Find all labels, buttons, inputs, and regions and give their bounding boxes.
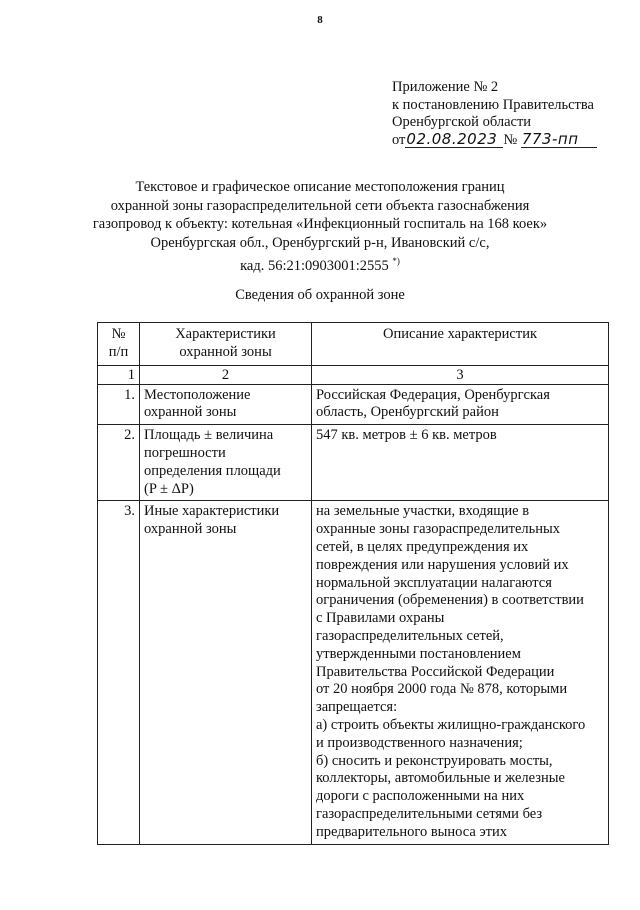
appendix-line-3: Оренбургской области [392, 114, 532, 130]
description-line: дороги с расположенными на них [316, 788, 525, 805]
description-line: б) сносить и реконструировать мосты, [316, 752, 553, 769]
description-line: и производственного назначения; [316, 734, 523, 751]
title-line-2: охранной зоны газораспределительной сети объекта газоснабжения [110, 197, 530, 214]
description-line: газораспределительными сетями без [316, 805, 543, 822]
description-line: повреждения или нарушения условий их [316, 556, 569, 573]
appendix-date-line [392, 129, 597, 150]
column-number-2: 2 [140, 365, 312, 384]
characteristic-line: (P ± ΔP) [144, 480, 194, 497]
row-characteristic [140, 425, 312, 501]
header-characteristics-line-1: Характеристики [175, 326, 276, 342]
description-line: на земельные участки, входящие в [316, 503, 530, 520]
row-description [312, 501, 609, 844]
row-number: 1. [98, 384, 140, 425]
header-characteristics-line-2: охранной зоны [179, 343, 272, 360]
table-row [98, 425, 609, 501]
row-description [312, 425, 609, 501]
row-characteristic [140, 501, 312, 844]
protection-zone-table [97, 322, 609, 845]
table-row [98, 501, 609, 844]
header-number-line-2: п/п [108, 343, 129, 360]
table-body [98, 365, 609, 844]
description-line: сетей, в целях предупреждения их [316, 538, 529, 555]
description-line: охранные зоны газораспределительных [316, 521, 561, 538]
section-subtitle: Сведения об охранной зоне [235, 287, 405, 303]
description-line: предварительного выноса этих [316, 823, 508, 840]
appendix-line-1: Приложение № 2 [392, 79, 499, 95]
header-characteristics [140, 323, 312, 366]
row-description [312, 384, 609, 425]
column-number-3: 3 [312, 365, 609, 384]
number-prefix: № [503, 131, 518, 148]
document-title [60, 178, 580, 275]
column-number-row [98, 365, 609, 384]
characteristic-line: Местоположение [144, 386, 251, 403]
description-line: нормальной эксплуатации налагаются [316, 574, 552, 591]
description-line: Правительства Российской Федерации [316, 663, 555, 680]
title-line-4: Оренбургская обл., Оренбургский р-н, Ивановский с/с, [150, 234, 490, 251]
column-number-1: 1 [98, 365, 140, 384]
description-line: а) строить объекты жилищно-гражданского [316, 716, 586, 733]
description-line: от 20 ноября 2000 года № 878, которыми [316, 681, 568, 698]
handwritten-date: 02.08.2023 [405, 132, 503, 148]
characteristic-line: охранной зоны [144, 521, 237, 538]
title-line-3: газопровод к объекту: котельная «Инфекционный госпиталь на 168 коек» [92, 216, 548, 232]
row-number: 2. [98, 425, 140, 501]
date-prefix: от [392, 131, 406, 148]
characteristic-line: Площадь ± величина [144, 427, 274, 444]
appendix-line-2: к постановлению Правительства [392, 96, 594, 113]
appendix-header [392, 79, 597, 149]
description-line: утвержденными постановлением [316, 645, 521, 662]
description-line: область, Оренбургский район [316, 404, 499, 421]
characteristic-line: Иные характеристики [144, 503, 280, 520]
handwritten-number: 773-пп [521, 132, 597, 148]
page-number: 8 [317, 14, 323, 26]
description-line: 547 кв. метров ± 6 кв. метров [316, 427, 497, 444]
description-line: коллекторы, автомобильные и железные [316, 770, 565, 787]
characteristic-line: определения площади [144, 462, 281, 479]
title-line-1: Текстовое и графическое описание местоположения границ [135, 179, 505, 195]
characteristic-line: охранной зоны [144, 404, 237, 421]
header-number [98, 323, 140, 366]
description-line: Российская Федерация, Оренбургская [316, 386, 550, 403]
title-line-5 [60, 252, 580, 275]
footnote-mark: *) [392, 256, 400, 266]
row-number: 3. [98, 501, 140, 844]
table-header-row [98, 323, 609, 366]
description-line: газораспределительных сетей, [316, 627, 504, 644]
description-line: ограничения (обременения) в соответствии [316, 592, 584, 609]
characteristic-line: погрешности [144, 444, 226, 461]
table-row [98, 384, 609, 425]
cadastral-number: кад. 56:21:0903001:2555 [240, 257, 389, 274]
header-description: Описание характеристик [312, 323, 609, 366]
description-line: с Правилами охраны [316, 610, 445, 627]
description-line: запрещается: [316, 699, 398, 716]
header-number-line-1: № [111, 326, 126, 342]
row-characteristic [140, 384, 312, 425]
